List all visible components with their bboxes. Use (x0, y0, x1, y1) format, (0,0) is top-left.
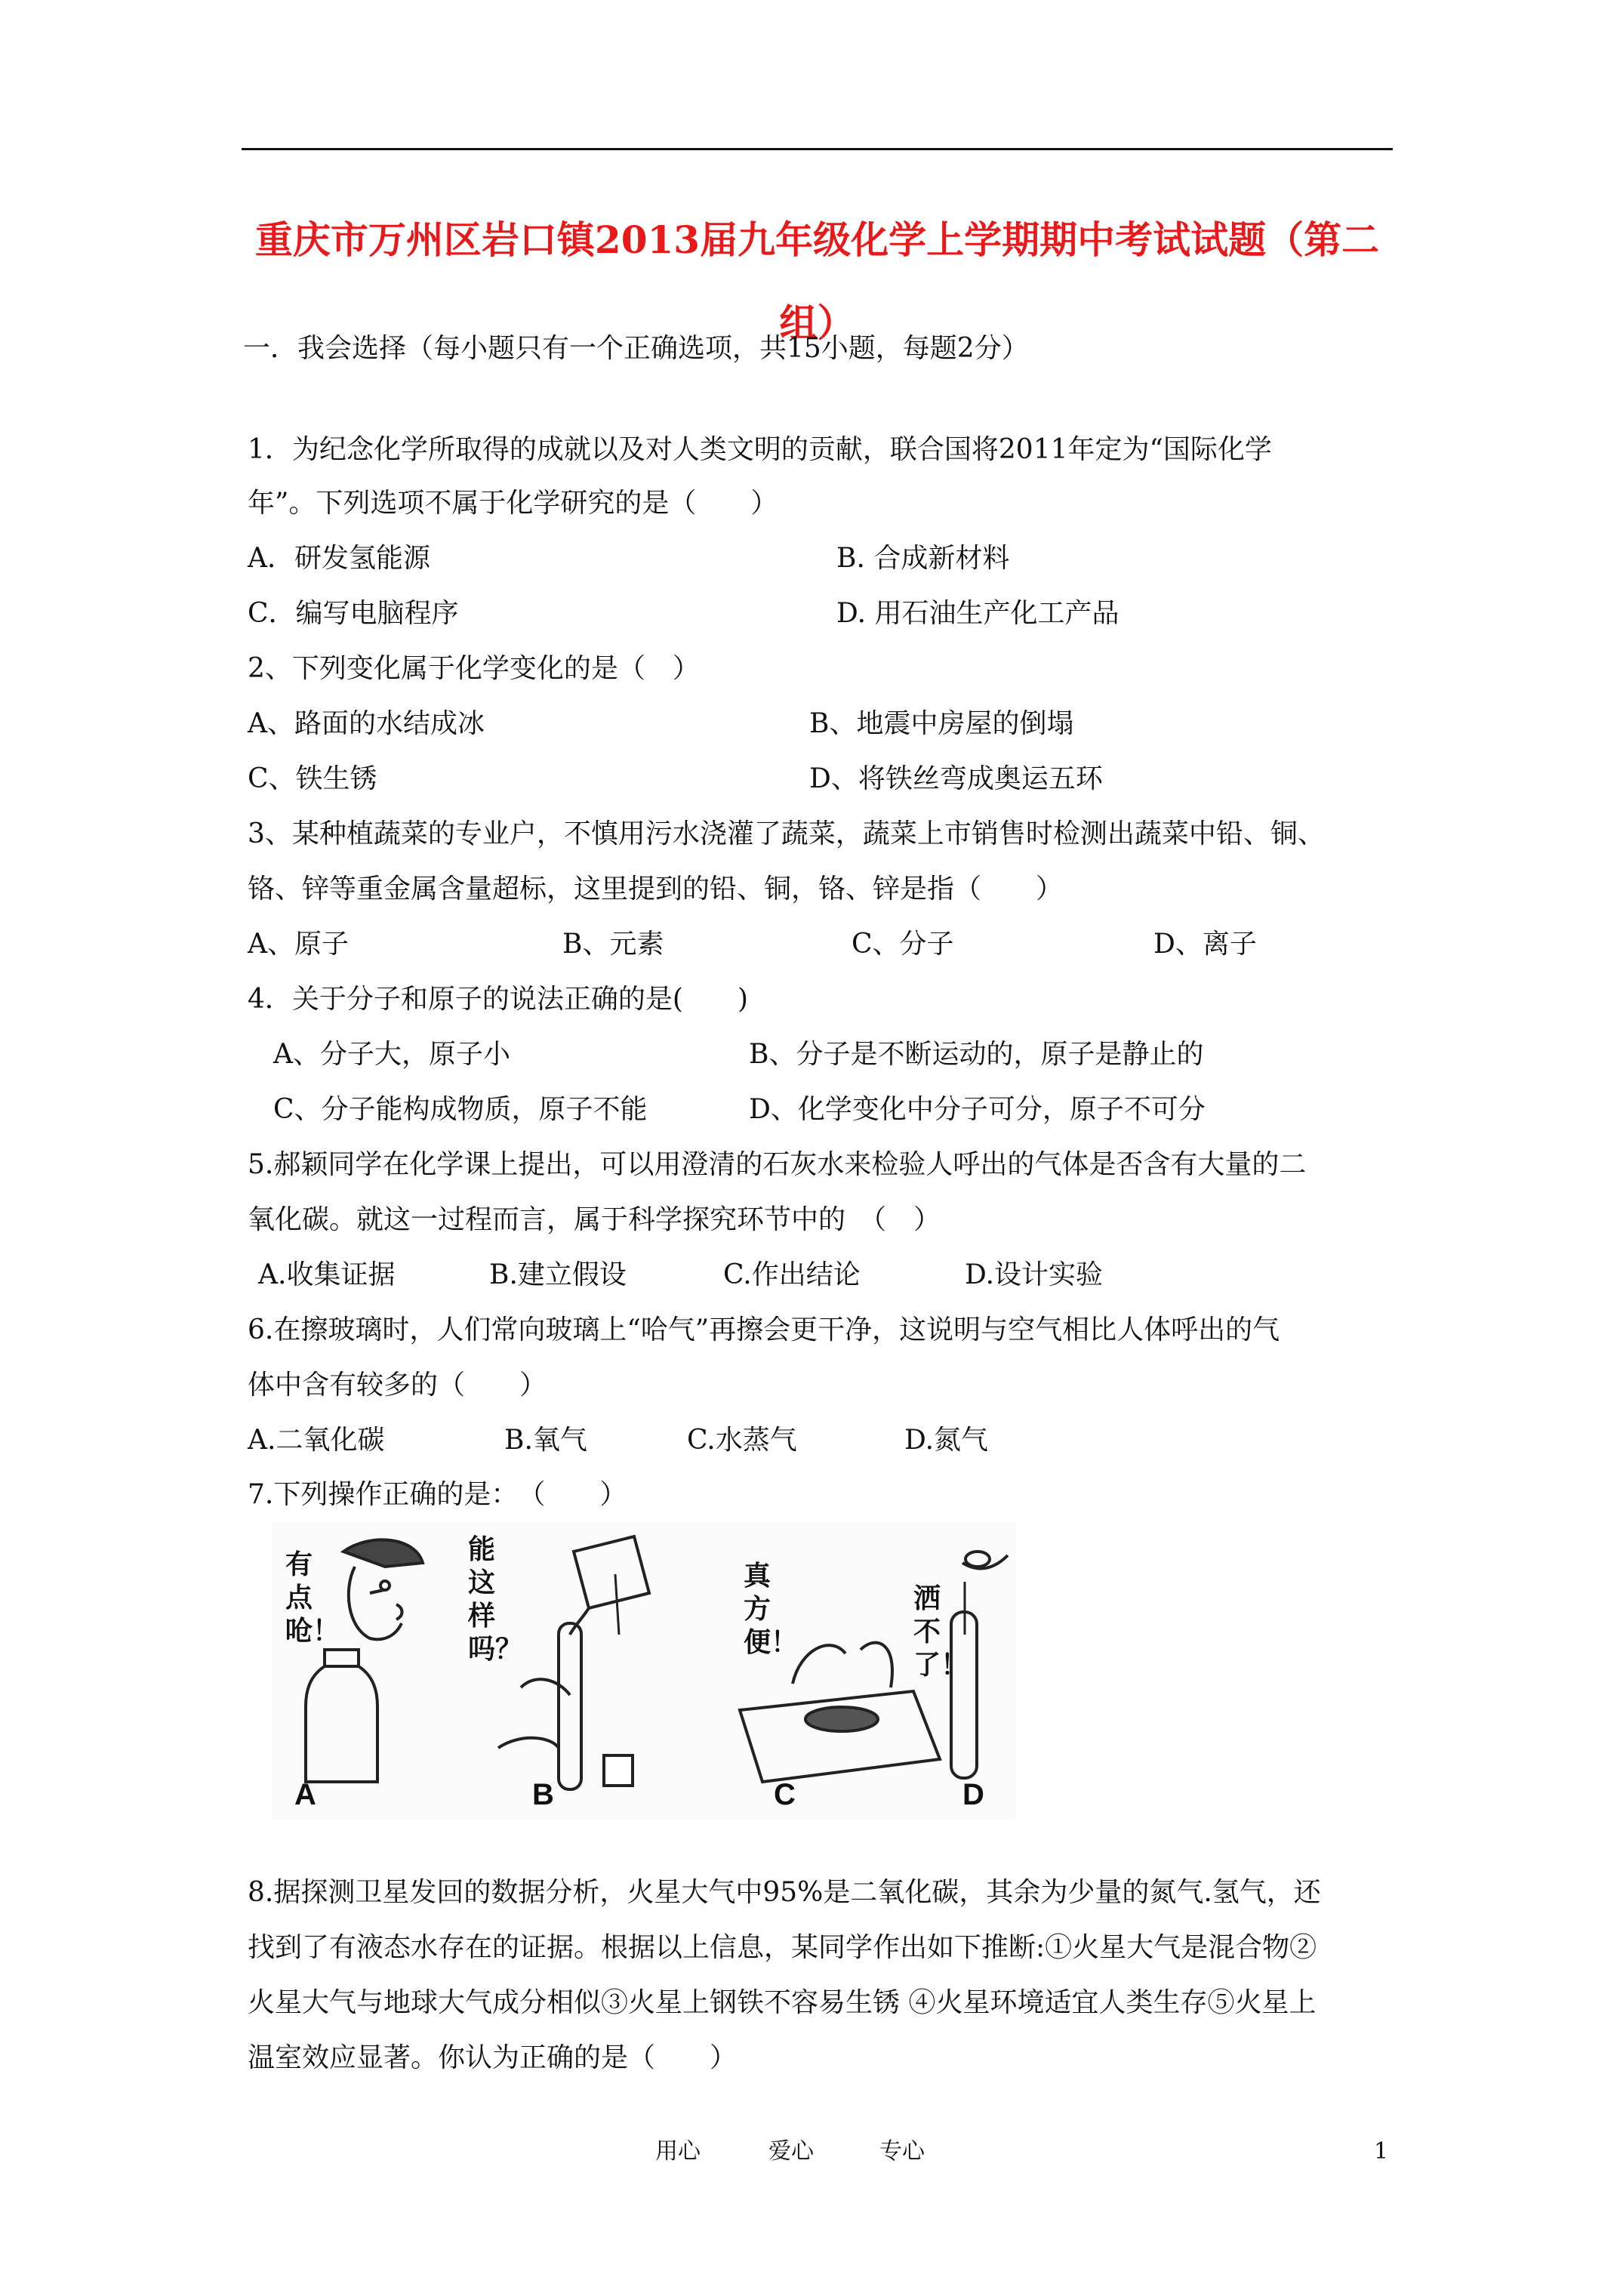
q4-option-d: D、化学变化中分子可分，原子不可分 (749, 1094, 1206, 1125)
q2-stem-line1: 2、下列变化属于化学变化的是（ ） (248, 653, 700, 684)
q2-option-c: C、铁生锈 (248, 763, 377, 794)
q1-option-d: D. 用石油生产化工产品 (836, 598, 1119, 629)
q4-option-a: A、分子大，原子小 (273, 1039, 510, 1070)
q5-option-b: B.建立假设 (489, 1259, 627, 1290)
q1-stem-line2: 年”。下列选项不属于化学研究的是（ ） (248, 488, 778, 519)
section-header: 一．我会选择（每小题只有一个正确选项，共15小题，每题2分） (243, 333, 1029, 364)
exam-title-line2: 组） (779, 300, 855, 345)
footer-slogan-mid: 爱心 (768, 2138, 814, 2165)
caption-c: 真方便！ (744, 1560, 799, 1658)
q8-stem-line4: 温室效应显著。你认为正确的是（ ） (248, 2042, 738, 2073)
q4-option-b: B、分子是不断运动的，原子是静止的 (749, 1039, 1204, 1070)
q6-stem-line2: 体中含有较多的（ ） (248, 1370, 547, 1401)
q2-option-b: B、地震中房屋的倒塌 (809, 708, 1074, 739)
q3-option-a: A、原子 (248, 929, 349, 960)
page-number: 1 (1374, 2138, 1389, 2165)
q5-option-c: C.作出结论 (723, 1259, 861, 1290)
q4-stem-line1: 4．关于分子和原子的说法正确的是( ) (248, 984, 748, 1015)
q3-option-b: B、元素 (562, 929, 664, 960)
q1-stem-line1: 1．为纪念化学所取得的成就以及对人类文明的贡献，联合国将2011年定为“国际化学 (248, 434, 1272, 465)
q6-option-c: C.水蒸气 (687, 1425, 797, 1456)
footer-slogan-right: 专心 (879, 2138, 925, 2165)
footer-slogan-left: 用心 (655, 2138, 701, 2165)
q3-option-d: D、离子 (1153, 929, 1257, 960)
q2-option-d: D、将铁丝弯成奥运五环 (809, 763, 1103, 794)
q3-stem-line2: 铬、锌等重金属含量超标，这里提到的铅、铜，铬、锌是指（ ） (248, 874, 1064, 905)
q7-stem-line1: 7.下列操作正确的是： （ ） (248, 1479, 627, 1510)
q5-option-d: D.设计实验 (965, 1259, 1104, 1290)
q6-option-a: A.二氧化碳 (248, 1425, 385, 1456)
q4-option-c: C、分子能构成物质，原子不能 (273, 1094, 648, 1125)
label-c: C (774, 1778, 796, 1811)
q1-option-b: B. 合成新材料 (836, 543, 1010, 574)
label-b: B (532, 1778, 554, 1811)
q5-stem-line2: 氧化碳。就这一过程而言，属于科学探究环节中的 （ ） (248, 1204, 941, 1235)
q6-stem-line1: 6.在擦玻璃时，人们常向玻璃上“哈气”再擦会更干净，这说明与空气相比人体呼出的气 (248, 1314, 1280, 1345)
q8-stem-line2: 找到了有液态水存在的证据。根据以上信息，某同学作出如下推断:①火星大气是混合物② (248, 1932, 1317, 1963)
lab-operations-figure (272, 1521, 1015, 1820)
label-d: D (962, 1778, 984, 1811)
q6-option-d: D.氮气 (904, 1425, 989, 1456)
q8-stem-line3: 火星大气与地球大气成分相似③火星上钢铁不容易生锈 ④火星环境适宜人类生存⑤火星上 (248, 1987, 1317, 2018)
q3-stem-line1: 3、某种植蔬菜的专业户，不慎用污水浇灌了蔬菜，蔬菜上市销售时检测出蔬菜中铅、铜、 (248, 818, 1325, 849)
q8-stem-line1: 8.据探测卫星发回的数据分析，火星大气中95%是二氧化碳，其余为少量的氮气.氢气，还 (248, 1877, 1321, 1908)
q5-stem-line1: 5.郝颖同学在化学课上提出，可以用澄清的石灰水来检验人呼出的气体是否含有大量的二 (248, 1149, 1307, 1180)
caption-d: 洒不了！ (913, 1583, 969, 1681)
q2-option-a: A、路面的水结成冰 (248, 708, 485, 739)
caption-b: 能这样吗？ (468, 1533, 523, 1665)
header-rule (242, 148, 1393, 150)
label-a: A (294, 1778, 316, 1811)
q1-option-c: C．编写电脑程序 (248, 598, 459, 629)
q1-option-a: A．研发氢能源 (248, 543, 430, 574)
lab-operations-illustration (272, 1521, 1015, 1820)
q5-option-a: A.收集证据 (258, 1259, 396, 1290)
q6-option-b: B.氧气 (504, 1425, 587, 1456)
exam-title-line1: 重庆市万州区岩口镇2013届九年级化学上学期期中考试试题（第二 (254, 217, 1380, 262)
q3-option-c: C、分子 (852, 929, 954, 960)
caption-a: 有点呛！ (285, 1549, 340, 1647)
